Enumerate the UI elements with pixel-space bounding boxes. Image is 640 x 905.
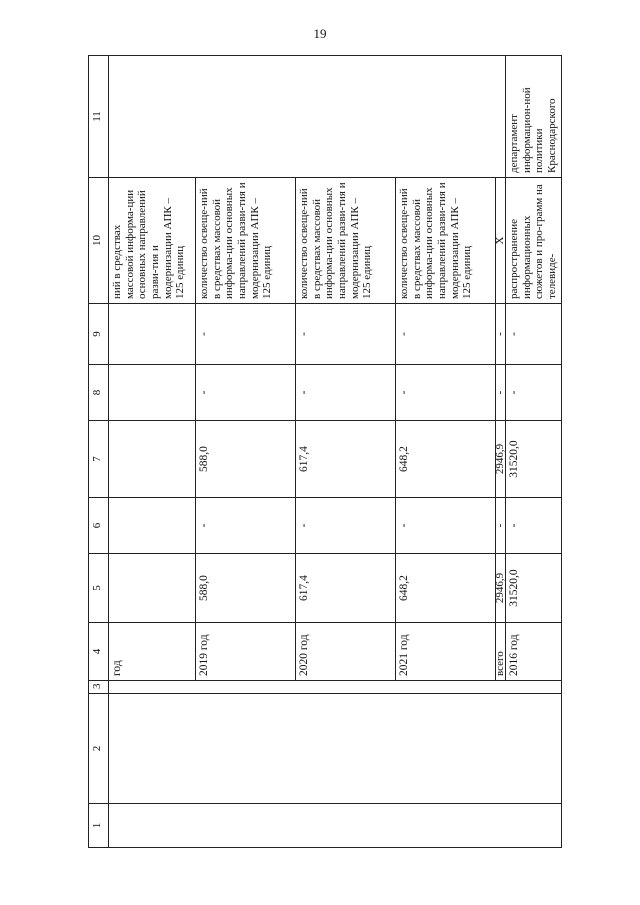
cell-col1 (109, 804, 562, 848)
cell-local: - (496, 365, 506, 421)
col-header-3: 3 (89, 681, 109, 694)
cell-local (109, 365, 196, 421)
col-header-1: 1 (89, 804, 109, 848)
cell-local: - (396, 365, 496, 421)
cell-period: 2019 год (196, 623, 296, 681)
cell-total: 2946,9 (496, 554, 506, 623)
col-header-4: 4 (89, 623, 109, 681)
cell-federal: - (396, 498, 496, 554)
cell-federal: - (196, 498, 296, 554)
budget-table (88, 55, 562, 848)
cell-federal: - (296, 498, 396, 554)
col-header-6: 6 (89, 498, 109, 554)
col-header-7: 7 (89, 421, 109, 498)
cell-regional: 31520,0 (506, 421, 562, 498)
cell-period: 2021 год (396, 623, 496, 681)
cell-local: - (296, 365, 396, 421)
cell-federal: - (506, 498, 562, 554)
cell-result: Х (496, 178, 506, 304)
col-header-9: 9 (89, 304, 109, 365)
cell-local: - (506, 365, 562, 421)
cell-total (109, 554, 196, 623)
cell-result: количество освеще-ний в средствах массовой информа-ции основных направлений разви-тия и модернизации АПК – 125 единиц (196, 178, 296, 304)
cell-col2 (109, 694, 562, 804)
cell-regional: 588,0 (196, 421, 296, 498)
cell-total: 617,4 (296, 554, 396, 623)
cell-total: 31520,0 (506, 554, 562, 623)
cell-regional (109, 421, 196, 498)
cell-period: всего (496, 623, 506, 681)
cell-result: количество освеще-ний в средствах массовой информа-ции основных направлений разви-тия и модернизации АПК – 125 единиц (396, 178, 496, 304)
table-row (109, 56, 196, 848)
rotated-table-wrapper (88, 56, 586, 848)
cell-offbudget: - (496, 304, 506, 365)
cell-regional: 648,2 (396, 421, 496, 498)
cell-responsible: департамент информацион-ной политики Краснодарского (506, 56, 562, 178)
cell-offbudget: - (396, 304, 496, 365)
cell-offbudget: - (196, 304, 296, 365)
cell-offbudget: - (296, 304, 396, 365)
cell-regional: 617,4 (296, 421, 396, 498)
cell-period: 2016 год (506, 623, 562, 681)
header-row (89, 56, 109, 848)
cell-col3 (109, 681, 562, 694)
cell-offbudget (109, 304, 196, 365)
cell-total: 588,0 (196, 554, 296, 623)
page-number: 19 (313, 26, 327, 41)
cell-responsible (109, 56, 506, 178)
col-header-10: 10 (89, 178, 109, 304)
cell-regional: 2946,9 (496, 421, 506, 498)
cell-result: ний в средствах массовой информа-ции основных направлений разви-тия и модернизации АПК – 125 единиц (109, 178, 196, 304)
col-header-2: 2 (89, 694, 109, 804)
cell-period: 2020 год (296, 623, 396, 681)
col-header-11: 11 (89, 56, 109, 178)
cell-federal: - (496, 498, 506, 554)
cell-result: количество освеще-ний в средствах массовой информа-ции основных направлений разви-тия и модернизации АПК – 125 единиц (296, 178, 396, 304)
col-header-5: 5 (89, 554, 109, 623)
cell-local: - (196, 365, 296, 421)
cell-federal (109, 498, 196, 554)
cell-period: год (109, 623, 196, 681)
cell-total: 648,2 (396, 554, 496, 623)
cell-offbudget: - (506, 304, 562, 365)
col-header-8: 8 (89, 365, 109, 421)
cell-result: распространение информационных сюжетов и про-грамм на телевиде- (506, 178, 562, 304)
